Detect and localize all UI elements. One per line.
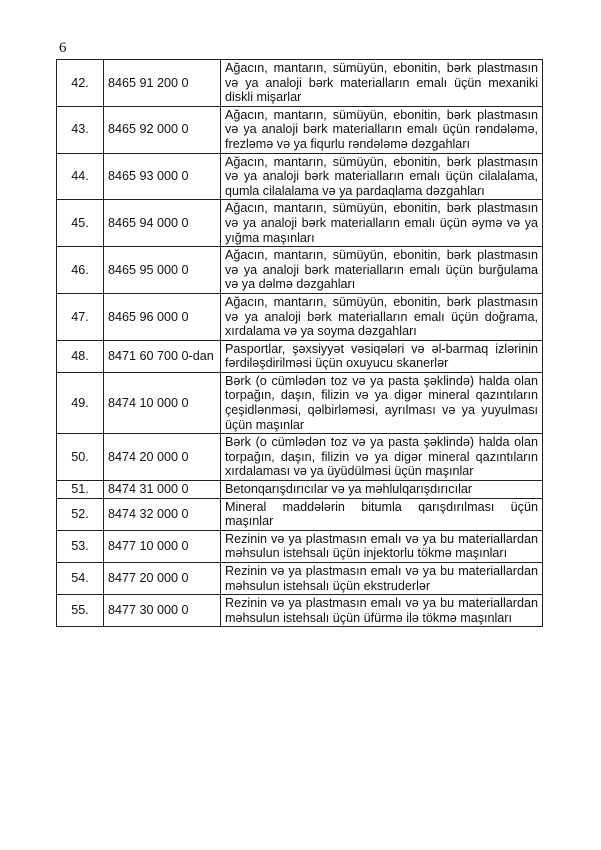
goods-description: Rezinin və ya plastmasın emalı və ya bu materiallardan məhsulun istehsalı üçün ekstruderlər	[221, 563, 543, 595]
hs-code: 8465 91 200 0	[104, 60, 221, 107]
hs-code: 8465 92 000 0	[104, 106, 221, 153]
hs-code: 8474 32 000 0	[104, 498, 221, 530]
table-row	[57, 293, 543, 340]
goods-description: Ağacın, mantarın, sümüyün, ebonitin, bərk plastmasın və ya analoji bərk materialların emalı üçün burğulama və ya dəlmə dəzgahları	[221, 247, 543, 294]
row-number: 51.	[57, 481, 104, 499]
table-row	[57, 60, 543, 107]
table-row	[57, 153, 543, 200]
row-number: 50.	[57, 434, 104, 481]
row-number: 43.	[57, 106, 104, 153]
row-number: 49.	[57, 372, 104, 433]
row-number: 54.	[57, 563, 104, 595]
hs-code: 8477 20 000 0	[104, 563, 221, 595]
page-number: 6	[59, 40, 67, 56]
goods-description: Rezinin və ya plastmasın emalı və ya bu materiallardan məhsulun istehsalı üçün injektorlu tökmə maşınları	[221, 530, 543, 562]
table-row	[57, 247, 543, 294]
goods-description: Rezinin və ya plastmasın emalı və ya bu materiallardan məhsulun istehsalı üçün üfürmə ilə tökmə maşınları	[221, 595, 543, 627]
hs-code: 8465 93 000 0	[104, 153, 221, 200]
row-number: 53.	[57, 530, 104, 562]
table-row	[57, 434, 543, 481]
hs-code: 8477 10 000 0	[104, 530, 221, 562]
table-row	[57, 200, 543, 247]
row-number: 45.	[57, 200, 104, 247]
row-number: 48.	[57, 340, 104, 372]
hs-code: 8465 96 000 0	[104, 293, 221, 340]
hs-code: 8465 94 000 0	[104, 200, 221, 247]
goods-table	[56, 59, 543, 627]
goods-description: Pasportlar, şəxsiyyət vəsiqələri və əl-barmaq izlərinin fərdiləşdirilməsi üçün oxuyucu skanerlər	[221, 340, 543, 372]
goods-description: Bərk (o cümlədən toz və ya pasta şəklində) halda olan torpağın, daşın, filizin və ya digər mineral qazıntıların xırdalaması və ya üyüdülməsi üçün maşınlar	[221, 434, 543, 481]
goods-description: Betonqarışdırıcılar və ya məhlulqarışdırıcılar	[221, 481, 543, 499]
table-row	[57, 340, 543, 372]
goods-description: Ağacın, mantarın, sümüyün, ebonitin, bərk plastmasın və ya analoji bərk materialların emalı üçün cilalalama, qumla cilalalama və ya pardaqlama dəzgahları	[221, 153, 543, 200]
row-number: 52.	[57, 498, 104, 530]
goods-description: Ağacın, mantarın, sümüyün, ebonitin, bərk plastmasın və ya analoji bərk materialların emalı üçün rəndələmə, frezləmə və ya fiqurlu rəndələmə dəzgahları	[221, 106, 543, 153]
table-row	[57, 563, 543, 595]
row-number: 44.	[57, 153, 104, 200]
goods-description: Ağacın, mantarın, sümüyün, ebonitin, bərk plastmasın və ya analoji bərk materialların emalı üçün mexaniki diskli mişarlar	[221, 60, 543, 107]
hs-code: 8474 10 000 0	[104, 372, 221, 433]
hs-code: 8477 30 000 0	[104, 595, 221, 627]
row-number: 47.	[57, 293, 104, 340]
goods-description: Mineral maddələrin bitumla qarışdırılması üçün maşınlar	[221, 498, 543, 530]
hs-code: 8474 31 000 0	[104, 481, 221, 499]
table-row	[57, 498, 543, 530]
hs-code: 8474 20 000 0	[104, 434, 221, 481]
row-number: 42.	[57, 60, 104, 107]
hs-code: 8465 95 000 0	[104, 247, 221, 294]
hs-code: 8471 60 700 0-dan	[104, 340, 221, 372]
table-row	[57, 106, 543, 153]
goods-description: Bərk (o cümlədən toz və ya pasta şəklində) halda olan torpağın, daşın, filizin və ya digər mineral qazıntıların çeşidlənməsi, qəlbirləməsi, ayrılması və ya yuyulması üçün maşınlar	[221, 372, 543, 433]
goods-description: Ağacın, mantarın, sümüyün, ebonitin, bərk plastmasın və ya analoji bərk materialların emalı üçün əymə və ya yığma maşınları	[221, 200, 543, 247]
table-row	[57, 481, 543, 499]
table-row	[57, 530, 543, 562]
goods-description: Ağacın, mantarın, sümüyün, ebonitin, bərk plastmasın və ya analoji bərk materialların emalı üçün doğrama, xırdalama və ya soyma dəzgahları	[221, 293, 543, 340]
row-number: 55.	[57, 595, 104, 627]
row-number: 46.	[57, 247, 104, 294]
table-row	[57, 595, 543, 627]
table-row	[57, 372, 543, 433]
